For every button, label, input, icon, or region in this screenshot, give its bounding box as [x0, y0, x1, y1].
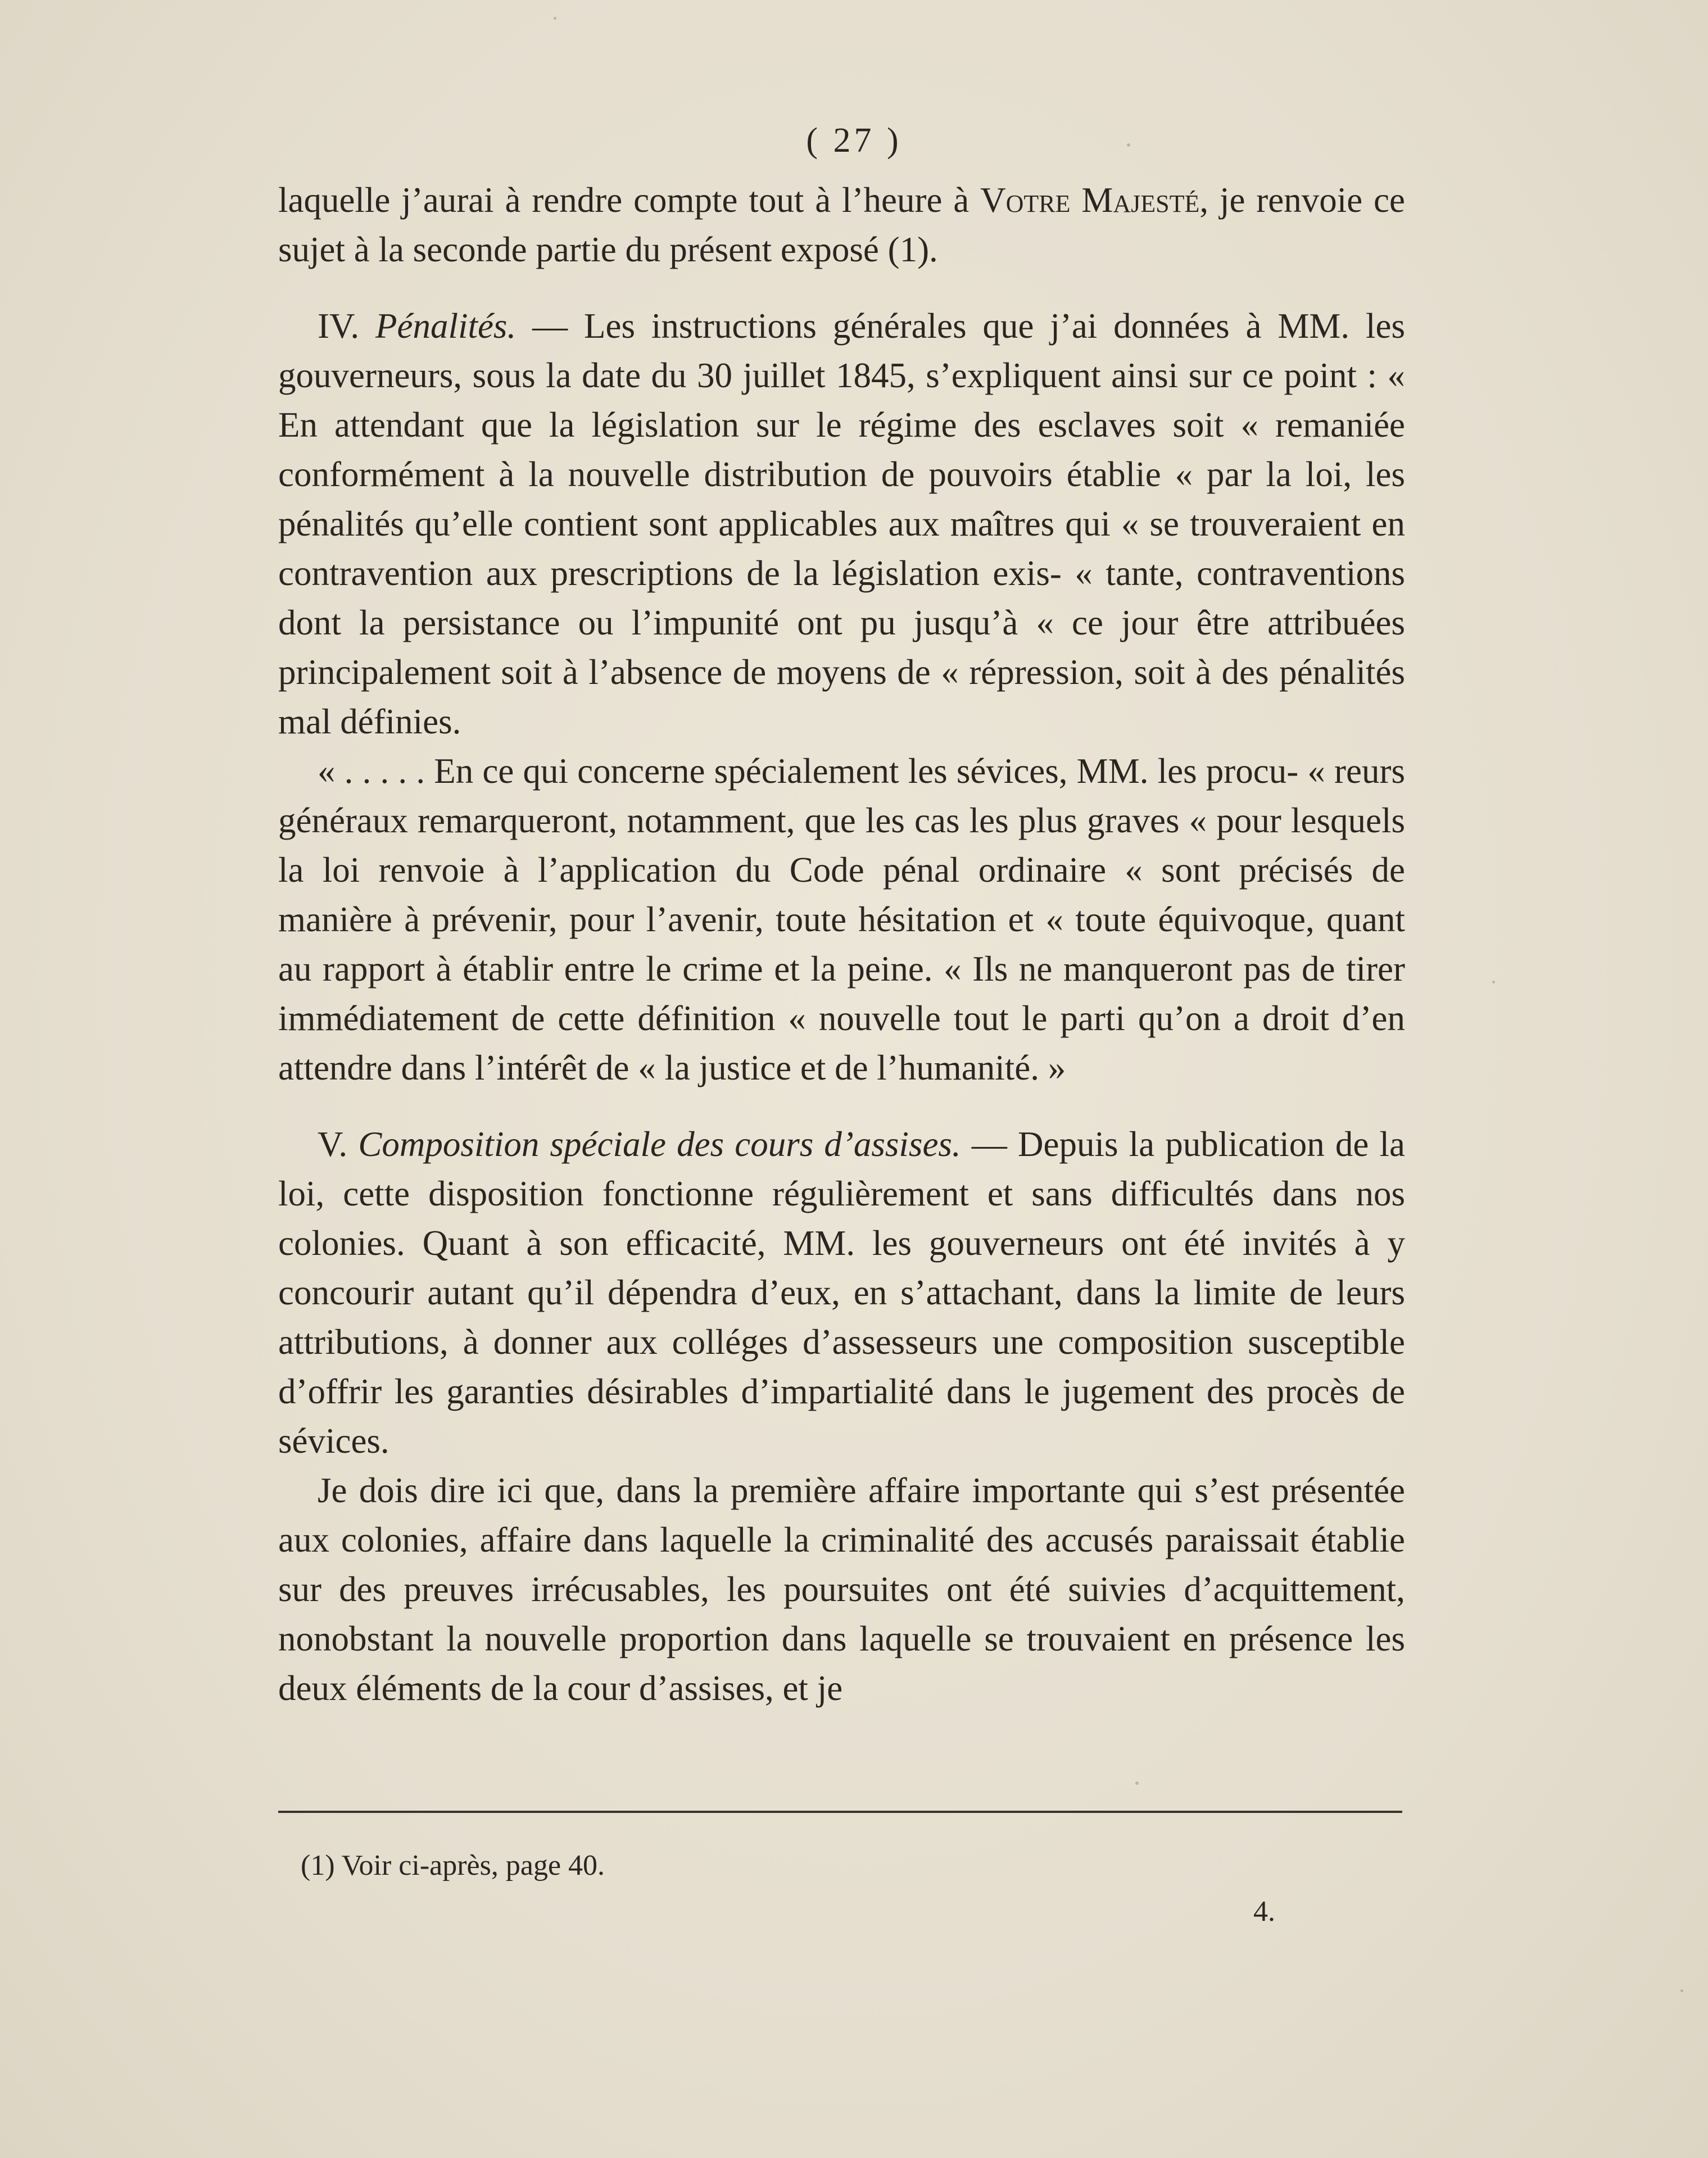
signature-mark: 4.: [1253, 1896, 1275, 1928]
section-numeral-iv: IV.: [318, 306, 360, 346]
footnote: (1) Voir ci-après, page 40.: [301, 1849, 605, 1882]
section-numeral-v: V.: [318, 1125, 348, 1164]
section-heading-penalites: Pénalités.: [375, 306, 517, 346]
quotation-text: « . . . . . En ce qui concerne spécialement les sévices, MM. les procu- « reurs généraux remarqueront, notamment, que les cas les plus graves « pour lesquels la loi renvoie à l’application du Code pénal ordinaire « sont précisés de manière à prévenir, pour l’avenir, toute hésitation et « toute équivoque, quant au rapport à établir entre le crime et la peine. « Ils ne manqueront pas de tirer immédiatement de cette définition « nouvelle tout le parti qu’on a droit d’en attendre dans l’intérêt de « la justice et de l’humanité. »: [278, 751, 1405, 1087]
paper-speck: [554, 17, 556, 20]
paragraph-final: [278, 1466, 1405, 1713]
paragraph-quotation: [278, 746, 1405, 1092]
paragraph-penalites: [278, 301, 1405, 746]
paper-speck: [1680, 1989, 1683, 1992]
section-heading-composition: Composition spéciale des cours d’assises.: [358, 1125, 961, 1164]
penalites-text: — Les instructions générales que j’ai données à MM. les gouverneurs, sous la date du 30 juillet 1845, s’expliquent ainsi sur ce point : « En attendant que la législation sur le régime des esclaves soit « remaniée conformément à la nouvelle distribution de pouvoirs établie « par la loi, les pénalités qu’elle contient sont applicables aux maîtres qui « se trouveraient en contravention aux prescriptions de la législation exis- « tante, contraventions dont la persistance ou l’impunité ont pu jusqu’à « ce jour être attribuées principalement soit à l’absence de moyens de « répression, soit à des pénalités mal définies.: [278, 306, 1406, 741]
composition-text: — Depuis la publication de la loi, cette disposition fonctionne régulièrement et sans difficultés dans nos colonies. Quant à son efficacité, MM. les gouverneurs ont été invités à y concourir autant qu’il dépendra d’eux, en s’attachant, dans la limite de leurs attributions, à donner aux colléges d’assesseurs une composition susceptible d’offrir les garanties désirables d’impartialité dans le jugement des procès de sévices.: [278, 1125, 1406, 1461]
majesty-smallcaps: Votre Majesté: [980, 180, 1200, 220]
page-number: ( 27 ): [806, 121, 902, 160]
footnote-rule: [278, 1811, 1402, 1813]
continuation-tail: , je renvoie ce sujet à la seconde partie du présent exposé (1).: [278, 180, 1405, 269]
final-text: Je dois dire ici que, dans la première affaire importante qui s’est présentée aux colonies, affaire dans laquelle la criminalité des accusés paraissait établie sur des preuves irrécusables, les poursuites ont été suivies d’acquittement, nonobstant la nouvelle proportion dans laquelle se trouvaient en présence les deux éléments de la cour d’assises, et je: [278, 1471, 1405, 1708]
paragraph-composition: [278, 1119, 1405, 1466]
paper-speck: [1492, 981, 1495, 983]
continuation-lead: laquelle j’aurai à rendre compte tout à l’heure à: [278, 180, 981, 220]
main-text: [278, 175, 1405, 1713]
paper-speck: [1135, 1781, 1139, 1785]
paragraph-continuation: [278, 175, 1405, 274]
